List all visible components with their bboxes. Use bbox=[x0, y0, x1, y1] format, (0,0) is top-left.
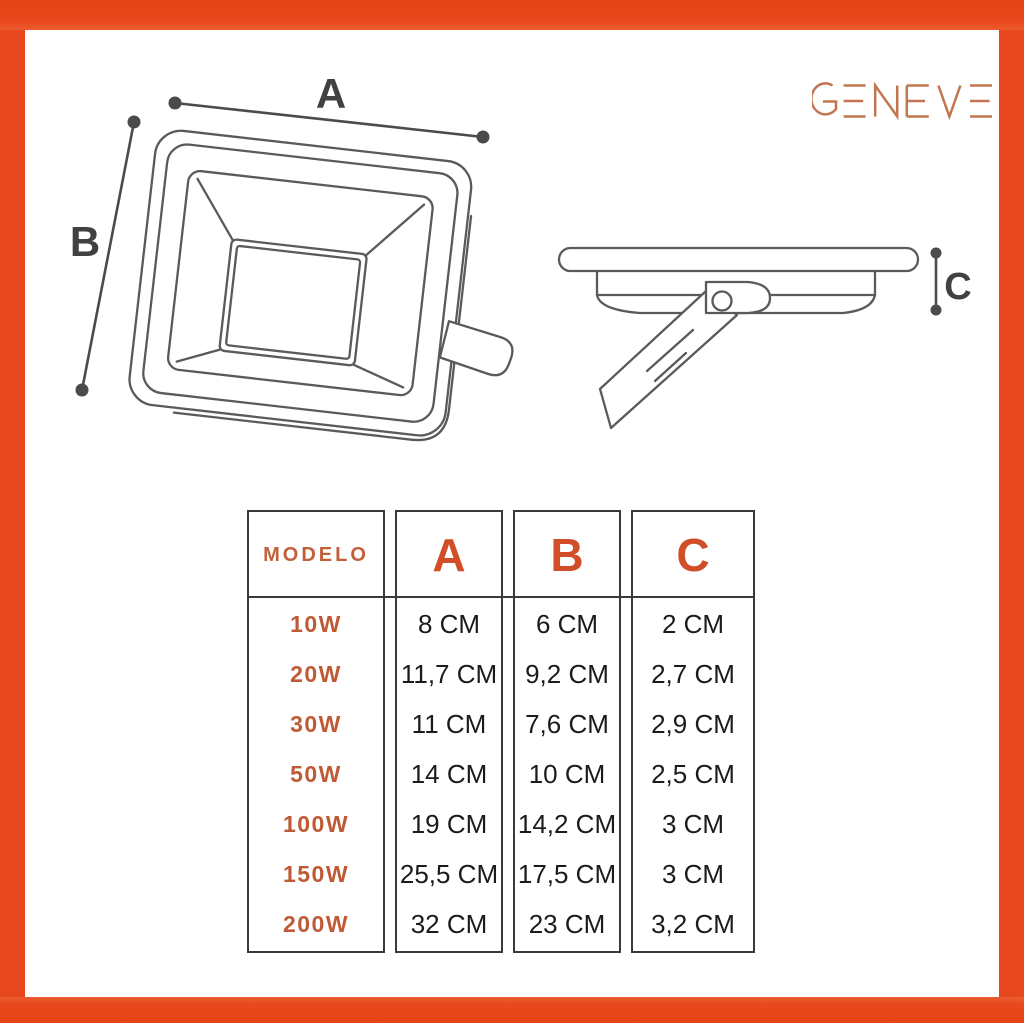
model-label: 20W bbox=[290, 661, 342, 688]
table-cell: 11 CM bbox=[411, 709, 487, 740]
spec-table-column-modelo bbox=[247, 510, 385, 953]
frame-bar-bottom bbox=[0, 997, 1024, 1023]
spec-table bbox=[247, 510, 755, 953]
table-cell: 9,2 CM bbox=[525, 659, 609, 690]
column-header-b: B bbox=[550, 529, 584, 581]
table-cell: 2,7 CM bbox=[651, 659, 735, 690]
model-label: 10W bbox=[290, 611, 342, 638]
spec-table-column-b bbox=[513, 510, 621, 953]
brand-logo-geneve bbox=[812, 80, 992, 122]
spec-table-column-a bbox=[395, 510, 503, 953]
table-cell: 23 CM bbox=[528, 908, 606, 939]
table-cell: 3,2 CM bbox=[651, 908, 735, 939]
table-cell: 14,2 CM bbox=[517, 808, 617, 839]
table-cell: 14 CM bbox=[410, 759, 488, 789]
model-label: 150W bbox=[282, 860, 350, 887]
dim-label-a: A bbox=[315, 70, 347, 117]
table-cell: 2,5 CM bbox=[651, 759, 735, 789]
table-cell: 7,6 CM bbox=[525, 709, 609, 740]
table-cell: 25,5 CM bbox=[399, 858, 499, 889]
spec-table-column-c bbox=[631, 510, 755, 953]
model-label: 30W bbox=[290, 711, 342, 738]
model-label: 200W bbox=[282, 910, 350, 937]
table-cell: 3 CM bbox=[661, 858, 725, 889]
side-view-drawing bbox=[559, 248, 918, 428]
frame-bar-top bbox=[0, 0, 1024, 30]
table-cell: 19 CM bbox=[410, 808, 488, 839]
column-header-a: A bbox=[432, 529, 466, 581]
table-header-divider bbox=[247, 596, 755, 598]
pivot-screw bbox=[713, 292, 732, 311]
table-cell: 17,5 CM bbox=[517, 858, 617, 889]
table-cell: 3 CM bbox=[661, 808, 725, 839]
model-label: 100W bbox=[282, 810, 350, 837]
dimension-line-c bbox=[931, 248, 972, 316]
dimension-line-a bbox=[169, 70, 490, 144]
frame-bar-right bbox=[999, 0, 1024, 1023]
table-cell: 8 CM bbox=[417, 609, 481, 640]
table-cell: 32 CM bbox=[410, 908, 488, 939]
column-header-modelo: MODELO bbox=[263, 543, 369, 566]
dim-label-c: C bbox=[944, 266, 972, 308]
front-view-drawing bbox=[126, 128, 533, 450]
dim-label-b: B bbox=[69, 218, 101, 265]
frame-bar-left bbox=[0, 0, 25, 1023]
table-cell: 10 CM bbox=[528, 759, 606, 789]
table-cell: 2,9 CM bbox=[651, 709, 735, 740]
dimension-line-b bbox=[70, 116, 141, 397]
column-header-c: C bbox=[676, 529, 710, 581]
table-cell: 11,7 CM bbox=[400, 659, 498, 690]
table-cell: 6 CM bbox=[535, 609, 599, 640]
model-label: 50W bbox=[290, 761, 342, 787]
table-cell: 2 CM bbox=[661, 609, 725, 640]
